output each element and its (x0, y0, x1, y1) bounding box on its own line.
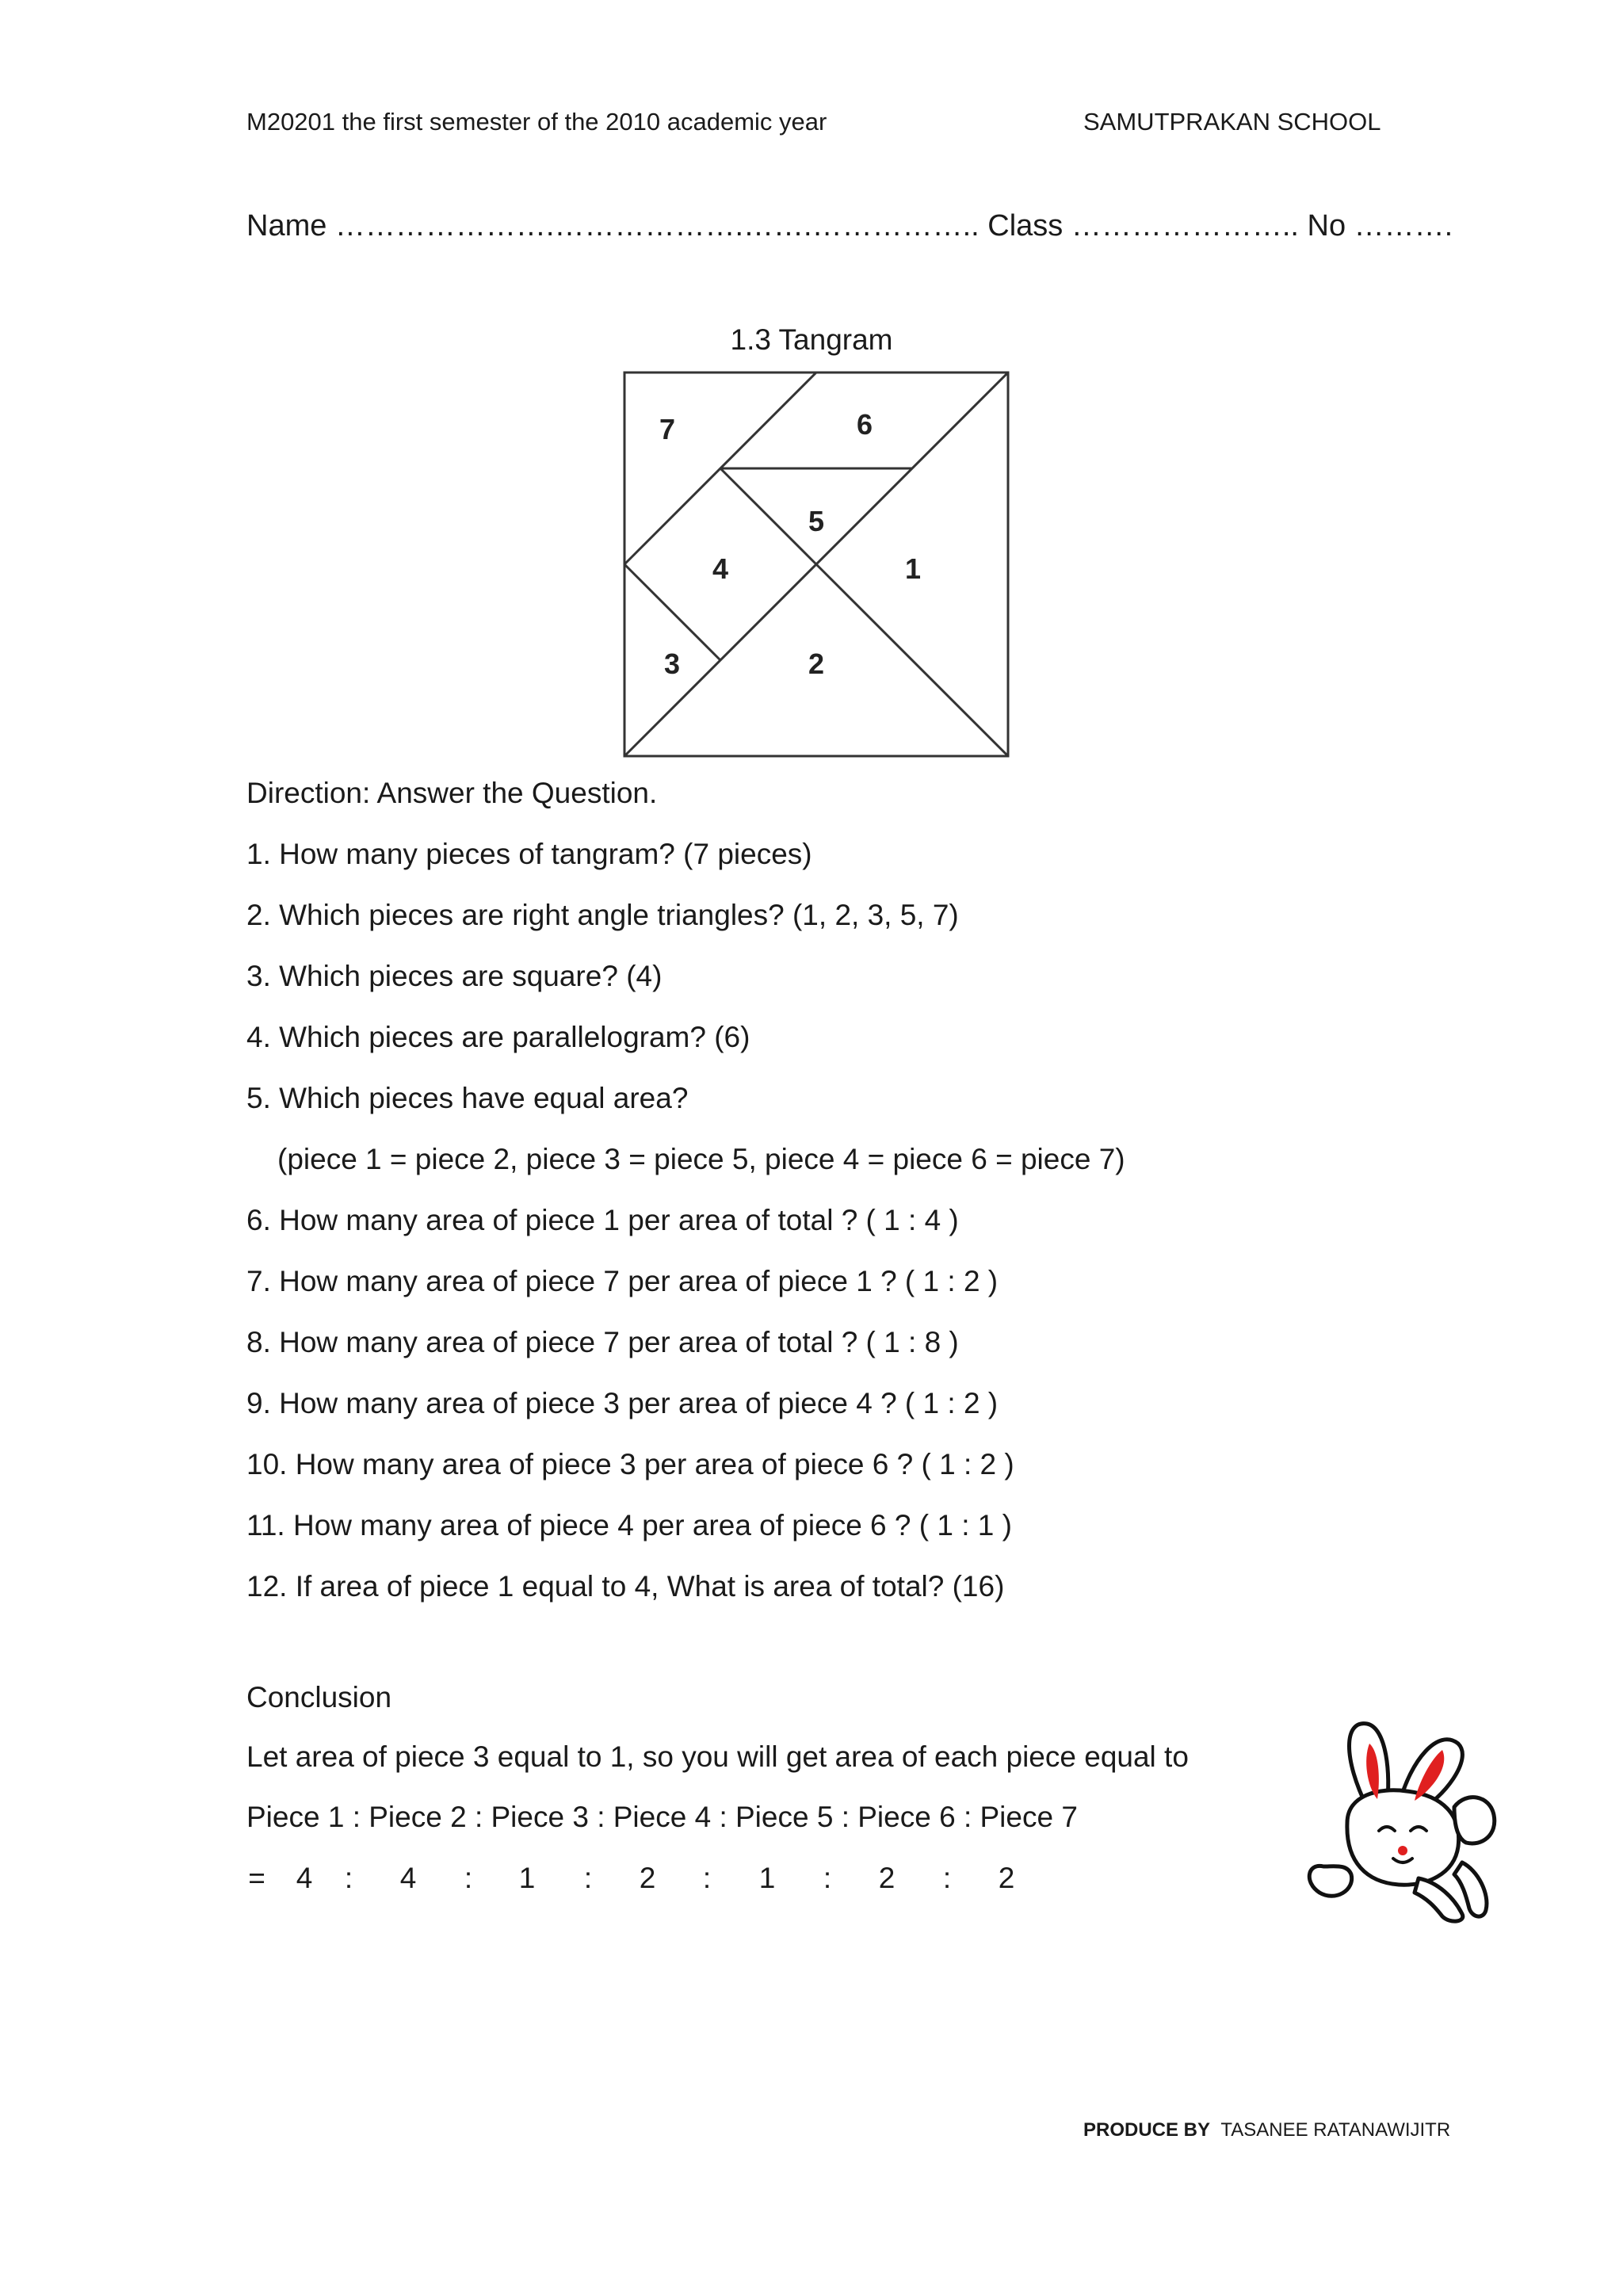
question-6: 6. How many area of piece 1 per area of total ? ( 1 : 4 ) (246, 1204, 959, 1236)
tangram-square-edge-upper (720, 468, 816, 564)
question-5-answer: (piece 1 = piece 2, piece 3 = piece 5, piece 4 = piece 6 = piece 7) (277, 1143, 1125, 1175)
ratio-colon: : (823, 1862, 832, 1894)
question-2: 2. Which pieces are right angle triangles? (1, 2, 3, 5, 7) (246, 899, 959, 931)
conclusion-line-2: Piece 1 : Piece 2 : Piece 3 : Piece 4 : Piece 5 : Piece 6 : Piece 7 (246, 1801, 1078, 1833)
question-4: 4. Which pieces are parallelogram? (6) (246, 1021, 750, 1053)
tangram-diagram (618, 366, 1014, 762)
ratio-value-piece-1: 4 (296, 1862, 313, 1894)
tangram-square-edge-lower (624, 564, 720, 660)
header-course: M20201 the first semester of the 2010 academic year (246, 108, 827, 136)
tangram-lines (624, 372, 1008, 756)
tangram-label-1: 1 (904, 552, 922, 585)
question-3: 3. Which pieces are square? (4) (246, 960, 663, 992)
footer-author: TASANEE RATANAWIJITR (1220, 2119, 1451, 2141)
ratio-value-piece-7: 2 (998, 1862, 1015, 1894)
tangram-label-6: 6 (856, 408, 873, 441)
question-5: 5. Which pieces have equal area? (246, 1082, 689, 1114)
tangram-label-2: 2 (808, 648, 825, 680)
tangram-label-3: 3 (663, 648, 681, 680)
ratio-value-piece-5: 1 (758, 1862, 776, 1894)
conclusion-line-1: Let area of piece 3 equal to 1, so you will get area of each piece equal to (246, 1740, 1189, 1773)
page-title: 1.3 Tangram (730, 323, 893, 356)
name-class-no-line: Name ………………….……………….…….…………….. Class ………………….. No ………. (246, 209, 1453, 243)
ratio-colon: : (942, 1862, 952, 1894)
tangram-label-5: 5 (808, 505, 825, 537)
question-1: 1. How many pieces of tangram? (7 pieces) (246, 838, 812, 870)
rabbit-mascot-icon (1300, 1712, 1514, 1926)
conclusion-heading: Conclusion (246, 1681, 392, 1713)
ratio-value-piece-2: 4 (399, 1862, 417, 1894)
ratio-value-piece-3: 1 (518, 1862, 536, 1894)
question-11: 11. How many area of piece 4 per area of piece 6 ? ( 1 : 1 ) (246, 1509, 1012, 1541)
question-10: 10. How many area of piece 3 per area of piece 6 ? ( 1 : 2 ) (246, 1448, 1014, 1480)
question-9: 9. How many area of piece 3 per area of piece 4 ? ( 1 : 2 ) (246, 1387, 999, 1419)
footer-credit (1083, 2119, 1450, 2141)
ratio-value-piece-4: 2 (639, 1862, 656, 1894)
ratio-value-piece-6: 2 (878, 1862, 896, 1894)
tangram-label-7: 7 (659, 413, 676, 445)
question-12: 12. If area of piece 1 equal to 4, What is area of total? (16) (246, 1570, 1005, 1603)
direction-label: Direction: (246, 777, 371, 809)
direction-line (246, 777, 657, 810)
question-7: 7. How many area of piece 7 per area of piece 1 ? ( 1 : 2 ) (246, 1265, 999, 1297)
ratio-colon: : (344, 1862, 353, 1894)
ratio-colon: : (702, 1862, 712, 1894)
question-8: 8. How many area of piece 7 per area of total ? ( 1 : 8 ) (246, 1326, 959, 1358)
direction-text: Answer the Question. (370, 777, 658, 809)
ratio-colon: : (464, 1862, 473, 1894)
tangram-half-diagonal (816, 564, 1008, 756)
header-school: SAMUTPRAKAN SCHOOL (1083, 108, 1381, 136)
ratio-equals: = (248, 1862, 265, 1894)
tangram-label-4: 4 (712, 552, 729, 585)
ratio-colon: : (583, 1862, 593, 1894)
footer-label: PRODUCE BY (1083, 2119, 1211, 2141)
